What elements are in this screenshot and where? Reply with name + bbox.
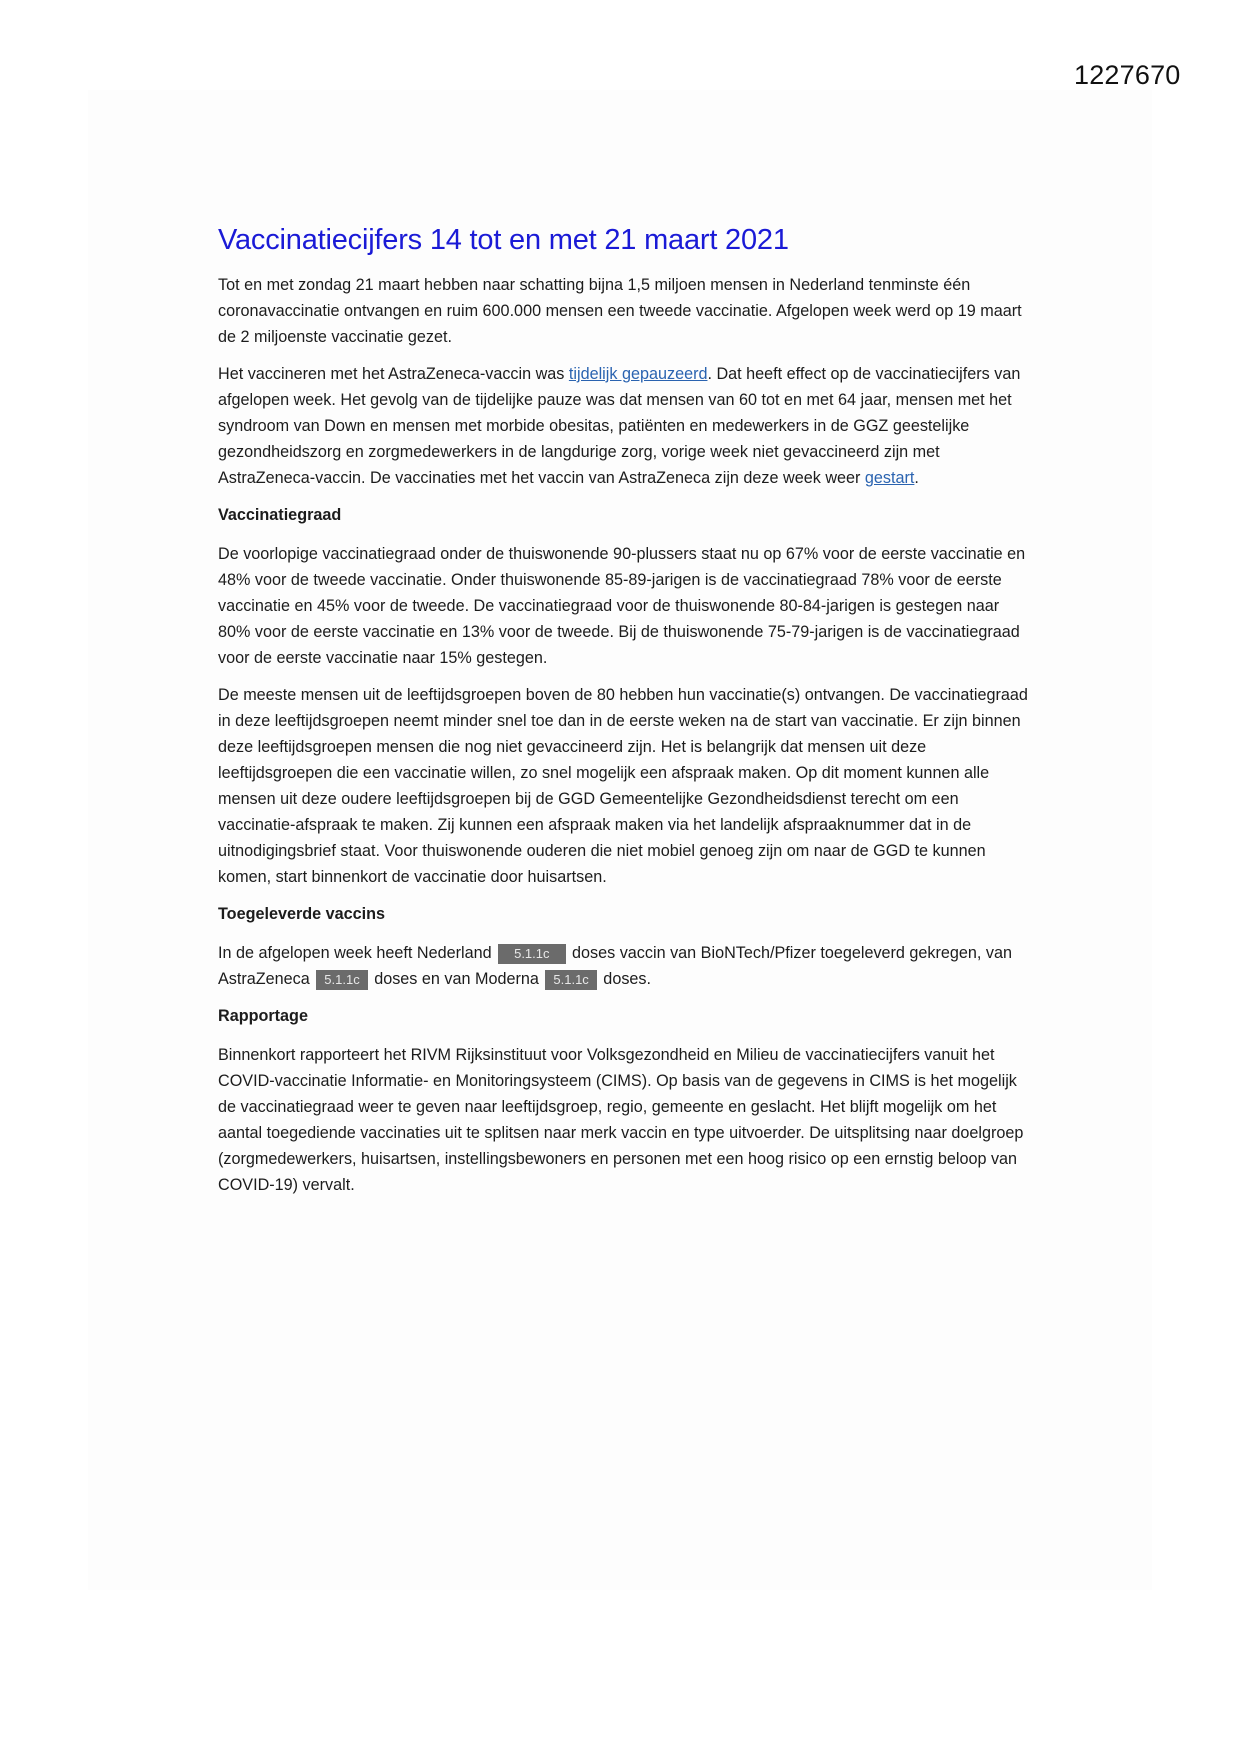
text-segment: doses. xyxy=(598,970,652,988)
vaccinatiegraad-paragraph-1: De voorlopige vaccinatiegraad onder de thuiswonende 90-plussers staat nu op 67% voor de eerste vaccinatie en 48% voor de tweede vaccinatie. Onder thuiswonende 85-89-jarigen is de vaccinatiegraad 78% voor de eerste vaccinatie en 45% voor de tweede. De vaccinatiegraad voor de thuiswonende 80-84-jarigen is gestegen naar 80% voor de eerste vaccinatie en 13% voor de tweede. Bij de thuiswonende 75-79-jarigen is de vaccinatiegraad voor de eerste vaccinatie naar 15% gestegen. xyxy=(218,545,1026,667)
text-segment: doses vaccin van BioNTech/Pfizer toegeleverd gekregen, van AstraZeneca xyxy=(218,944,1013,988)
rapportage-paragraph: Binnenkort rapporteert het RIVM Rijksinstituut voor Volksgezondheid en Milieu de vaccinatiecijfers vanuit het COVID-vaccinatie Informatie- en Monitoringsysteem (CIMS). Op basis van de gegevens in CIMS is het mogelijk de vaccinatiegraad weer te geven naar leeftijdsgroep, regio, gemeente en geslacht. Het blijft mogelijk om het aantal toegediende vaccinaties uit te splitsen naar merk vaccin en type uitvoerder. De uitsplitsing naar doelgroep (zorgmedewerkers, huisartsen, instellingsbewoners en personen met een hoog risico op een ernstig beloop van COVID-19) vervalt. xyxy=(218,1046,1024,1194)
section-heading-vaccinatiegraad: Vaccinatiegraad xyxy=(218,506,342,524)
redaction-box: 5.1.1c xyxy=(316,970,367,990)
section-heading-toegeleverde-vaccins: Toegeleverde vaccins xyxy=(218,905,386,923)
text-segment: Het vaccineren met het AstraZeneca-vaccin was xyxy=(218,365,569,383)
text-segment: In de afgelopen week heeft Nederland xyxy=(218,944,497,962)
page-title: Vaccinatiecijfers 14 tot en met 21 maart 2021 xyxy=(218,224,789,256)
text-segment: doses en van Moderna xyxy=(369,970,544,988)
toegeleverd-paragraph xyxy=(218,940,1028,992)
redaction-box: 5.1.1c xyxy=(498,944,565,964)
redaction-box: 5.1.1c xyxy=(545,970,596,990)
text-segment: . Dat heeft effect op de vaccinatiecijfers van afgelopen week. Het gevolg van de tijdelijke pauze was dat mensen van 60 tot en met 64 jaar, mensen met het syndroom van Down en mensen met morbide obesitas, patiënten en medewerkers in de GGZ geestelijke gezondheidszorg en zorgmedewerkers in de langdurige zorg, vorige week niet gevaccineerd zijn met AstraZeneca-vaccin. De vaccinaties met het vaccin van AstraZeneca zijn deze week weer xyxy=(218,365,1021,487)
intro-paragraph: Tot en met zondag 21 maart hebben naar schatting bijna 1,5 miljoen mensen in Nederland tenminste één coronavaccinatie ontvangen en ruim 600.000 mensen een tweede vaccinatie. Afgelopen week werd op 19 maart de 2 miljoenste vaccinatie gezet. xyxy=(218,276,1022,346)
vaccinatiegraad-paragraph-2: De meeste mensen uit de leeftijdsgroepen boven de 80 hebben hun vaccinatie(s) ontvangen. De vaccinatiegraad in deze leeftijdsgroepen neemt minder snel toe dan in de eerste weken na de start van vaccinatie. Er zijn binnen deze leeftijdsgroepen mensen die nog niet gevaccineerd zijn. Het is belangrijk dat mensen uit deze leeftijdsgroepen die een vaccinatie willen, zo snel mogelijk een afspraak maken. Op dit moment kunnen alle mensen uit deze oudere leeftijdsgroepen bij de GGD Gemeentelijke Gezondheidsdienst terecht om een vaccinatie-afspraak te maken. Zij kunnen een afspraak maken via het landelijk afspraaknummer dat in de uitnodigingsbrief staat. Voor thuiswonende ouderen die niet mobiel genoeg zijn om naar de GGD te kunnen komen, start binnenkort de vaccinatie door huisartsen. xyxy=(218,686,1028,886)
astrazeneca-paragraph xyxy=(218,361,1028,491)
document-id: 1227670 xyxy=(1074,60,1181,90)
document-body xyxy=(218,220,1028,1209)
link-gestart[interactable]: gestart xyxy=(864,469,915,487)
section-heading-rapportage: Rapportage xyxy=(218,1007,308,1025)
link-tijdelijk-gepauzeerd[interactable]: tijdelijk gepauzeerd xyxy=(568,365,708,383)
text-segment: . xyxy=(914,469,919,487)
